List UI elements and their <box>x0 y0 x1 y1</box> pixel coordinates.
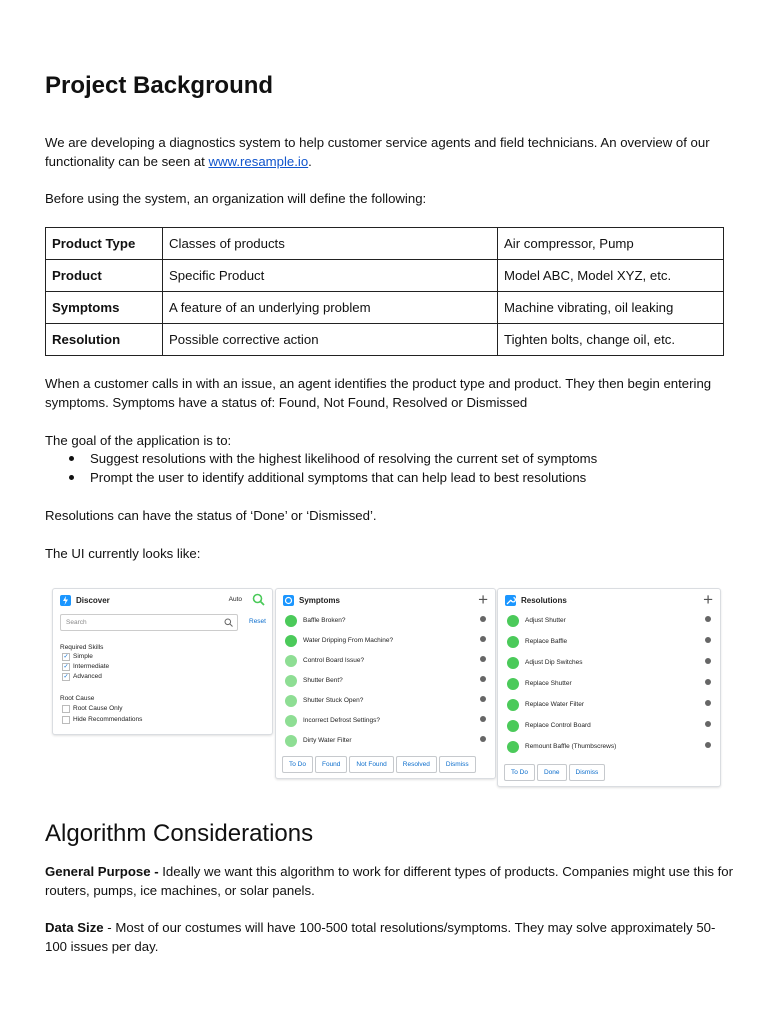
symptom-label: Incorrect Defrost Settings? <box>303 717 380 724</box>
definitions-table <box>45 227 724 356</box>
status-dot <box>507 741 519 753</box>
workflow-paragraph: When a customer calls in with an issue, an agent identifies the product type and product. They then begin entering symptoms. Symptoms have a status of: Found, Not Found, Resolved or Dismissed <box>45 376 712 410</box>
symptom-label: Baffle Broken? <box>303 617 346 624</box>
general-purpose-paragraph <box>45 862 735 900</box>
status-dot <box>285 715 297 727</box>
info-icon[interactable] <box>480 696 486 702</box>
list-item: Suggest resolutions with the highest likelihood of resolving the current set of symptoms <box>45 449 597 468</box>
info-icon[interactable] <box>480 716 486 722</box>
info-icon[interactable] <box>480 676 486 682</box>
symptom-label: Shutter Bent? <box>303 677 343 684</box>
intermediate-checkbox[interactable]: ✓ <box>63 664 69 670</box>
todo-button[interactable]: To Do <box>282 756 313 773</box>
consideration-text: - Most of our costumes will have 100-500 total resolutions/symptoms. They may solve approximately 50-100 issues per day. <box>45 920 716 954</box>
example-cell: Tighten bolts, change oil, etc. <box>498 324 724 356</box>
resolutions-panel <box>497 588 721 787</box>
info-icon[interactable] <box>705 679 711 685</box>
not-found-button[interactable]: Not Found <box>349 756 393 773</box>
resolution-label: Adjust Shutter <box>525 617 566 624</box>
intro-text: We are developing a diagnostics system to help customer service agents and field technicians. An overview of our functionality can be seen at <box>45 135 710 169</box>
list-item[interactable] <box>498 674 720 695</box>
symptoms-panel <box>275 588 496 779</box>
status-dot <box>507 615 519 627</box>
list-item[interactable] <box>276 651 495 671</box>
discover-panel <box>52 588 273 735</box>
table-row <box>46 228 724 260</box>
discover-header <box>53 589 272 611</box>
example-cell: Model ABC, Model XYZ, etc. <box>498 260 724 292</box>
list-item[interactable] <box>498 611 720 632</box>
status-dot <box>285 675 297 687</box>
skill-label: Advanced <box>73 673 102 680</box>
auto-label: Auto <box>228 596 242 603</box>
info-icon[interactable] <box>480 736 486 742</box>
intro-period: . <box>308 154 312 169</box>
consideration-text: Ideally we want this algorithm to work for different types of products. Companies might use this for routers, pumps, ice machines, or solar panels. <box>45 864 734 898</box>
list-item[interactable] <box>276 671 495 691</box>
ui-intro: The UI currently looks like: <box>45 546 201 561</box>
symptoms-header <box>276 589 495 611</box>
symptoms-title: Symptoms <box>299 596 340 605</box>
info-icon[interactable] <box>705 700 711 706</box>
search-placeholder: Search <box>66 619 87 626</box>
symptom-label: Dirty Water Filter <box>303 737 352 744</box>
list-item[interactable] <box>498 632 720 653</box>
list-item[interactable] <box>276 611 495 631</box>
symptom-label: Control Board Issue? <box>303 657 365 664</box>
skill-label: Intermediate <box>73 663 110 670</box>
advanced-checkbox[interactable]: ✓ <box>63 674 69 680</box>
info-icon[interactable] <box>705 721 711 727</box>
list-item[interactable] <box>498 716 720 737</box>
lightning-icon <box>60 595 71 606</box>
info-icon[interactable] <box>705 637 711 643</box>
auto-search-icon[interactable] <box>252 593 265 608</box>
example-cell: Machine vibrating, oil leaking <box>498 292 724 324</box>
info-icon[interactable] <box>705 658 711 664</box>
definitions-intro: Before using the system, an organization will define the following: <box>45 191 427 206</box>
status-dot <box>285 735 297 747</box>
resolution-label: Replace Shutter <box>525 680 572 687</box>
status-dot <box>507 678 519 690</box>
term-cell: Resolution <box>46 324 163 356</box>
term-cell: Product Type <box>46 228 163 260</box>
description-cell: Possible corrective action <box>163 324 498 356</box>
resolution-status-buttons <box>504 764 605 781</box>
root-option-label: Hide Recommendations <box>73 716 143 723</box>
info-icon[interactable] <box>480 636 486 642</box>
list-item[interactable] <box>276 631 495 651</box>
info-icon[interactable] <box>480 656 486 662</box>
resolution-label: Remount Baffle (Thumbscrews) <box>525 743 617 750</box>
root-cause-label: Root Cause <box>60 695 95 702</box>
add-resolution-icon[interactable]: + <box>703 590 713 609</box>
list-item[interactable] <box>498 653 720 674</box>
consideration-label: General Purpose - <box>45 864 159 879</box>
discover-title: Discover <box>76 596 110 605</box>
list-item: Prompt the user to identify additional symptoms that can help lead to best resolutions <box>45 468 597 487</box>
table-row <box>46 324 724 356</box>
description-cell: A feature of an underlying problem <box>163 292 498 324</box>
section-title: Algorithm Considerations <box>45 820 314 847</box>
table-row <box>46 260 724 292</box>
symptoms-icon <box>283 595 294 606</box>
resolutions-header <box>498 589 720 611</box>
resample-link[interactable]: www.resample.io <box>208 154 309 169</box>
search-input[interactable] <box>60 614 238 631</box>
resolved-button[interactable]: Resolved <box>396 756 437 773</box>
todo-button[interactable]: To Do <box>504 764 535 781</box>
dismiss-button[interactable]: Dismiss <box>569 764 606 781</box>
resolutions-title: Resolutions <box>521 596 567 605</box>
info-icon[interactable] <box>705 742 711 748</box>
list-item[interactable] <box>276 691 495 711</box>
term-cell: Symptoms <box>46 292 163 324</box>
list-item[interactable] <box>276 731 495 751</box>
add-symptom-icon[interactable]: + <box>478 590 488 609</box>
resolution-status-paragraph: Resolutions can have the status of ‘Done’ or ‘Dismissed’. <box>45 508 377 523</box>
resolution-label: Replace Control Board <box>525 722 591 729</box>
term-cell: Product <box>46 260 163 292</box>
info-icon[interactable] <box>480 616 486 622</box>
status-dot <box>507 636 519 648</box>
goals-list <box>45 449 597 487</box>
status-dot <box>285 615 297 627</box>
status-dot <box>507 699 519 711</box>
description-cell: Classes of products <box>163 228 498 260</box>
list-item[interactable] <box>498 695 720 716</box>
consideration-label: Data Size <box>45 920 104 935</box>
data-size-paragraph <box>45 918 735 956</box>
list-item[interactable] <box>276 711 495 731</box>
resolution-label: Replace Water Filter <box>525 701 584 708</box>
symptom-label: Shutter Stuck Open? <box>303 697 364 704</box>
hide-recommendations-checkbox[interactable] <box>62 716 70 724</box>
example-cell: Air compressor, Pump <box>498 228 724 260</box>
resolution-label: Adjust Dip Switches <box>525 659 583 666</box>
root-option-label: Root Cause Only <box>73 705 123 712</box>
status-dot <box>285 635 297 647</box>
root-cause-only-checkbox[interactable] <box>62 705 70 713</box>
wrench-icon <box>505 595 516 606</box>
simple-checkbox[interactable]: ✓ <box>63 654 69 660</box>
symptom-status-buttons <box>282 756 476 773</box>
status-dot <box>285 655 297 667</box>
goal-intro: The goal of the application is to: <box>45 433 232 448</box>
reset-button[interactable]: Reset <box>249 618 266 625</box>
status-dot <box>507 720 519 732</box>
status-dot <box>507 657 519 669</box>
table-row <box>46 292 724 324</box>
done-button[interactable]: Done <box>537 764 567 781</box>
search-icon <box>224 618 233 629</box>
dismiss-button[interactable]: Dismiss <box>439 756 476 773</box>
intro-paragraph <box>45 133 735 171</box>
resolution-label: Replace Baffle <box>525 638 568 645</box>
status-dot <box>285 695 297 707</box>
list-item[interactable] <box>498 737 720 758</box>
symptom-label: Water Dripping From Machine? <box>303 637 394 644</box>
info-icon[interactable] <box>705 616 711 622</box>
skill-label: Simple <box>73 653 93 660</box>
page-title: Project Background <box>45 72 274 99</box>
found-button[interactable]: Found <box>315 756 347 773</box>
required-skills-label: Required Skills <box>60 644 104 651</box>
description-cell: Specific Product <box>163 260 498 292</box>
